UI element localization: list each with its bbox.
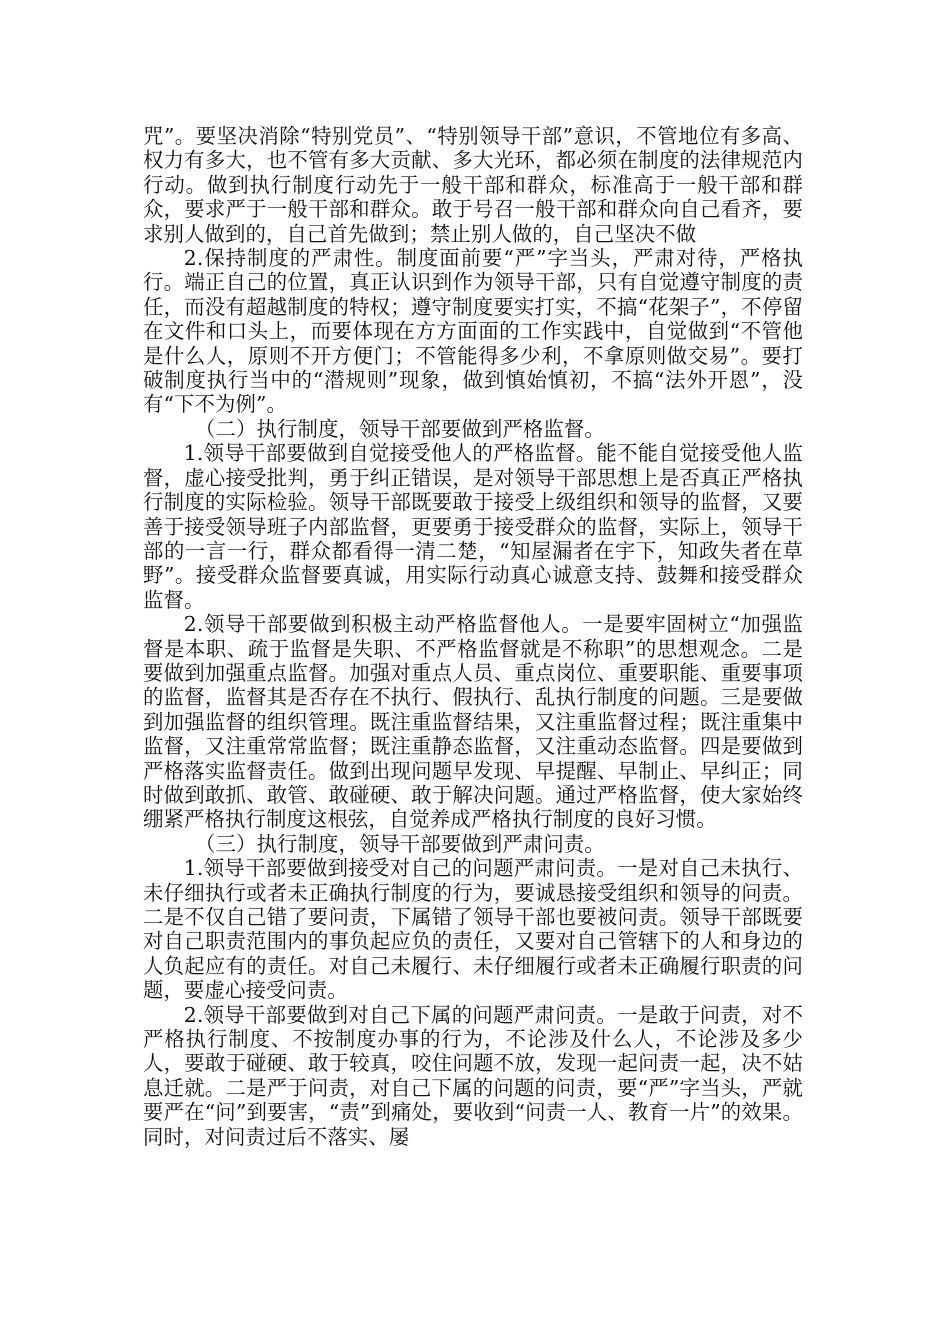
paragraph-continuation: 咒”。要坚决消除“特别党员”、“特别领导干部”意识，不管地位有多高、权力有多大，也不管有多大贡献、多大光环，都必须在制度的法律规范内行动。做到执行制度行动先于一般干部和群众，标准高于一般干部和群众，要求严于一般干部和群众。敢于号召一般干部和群众向自己看齐，要求别人做到的，自己首先做到；禁止别人做的，自己坚决不做 [143, 124, 803, 246]
paragraph-item-2-hold-subordinates: 2.领导干部要做到对自己下属的问题严肃问责。一是敢于问责，对不严格执行制度、不按制度办事的行为，不论涉及什么人，不论涉及多少人，要敢于碰硬、敢于较真，咬住问题不放，发现一起问责一起，决不姑息迁就。二是严于问责，对自己下属的问题的问责，要“严”字当头，严就要严在“问”到要害，“责”到痛处，要收到“问责一人、教育一片”的效果。同时，对问责过后不落实、屡 [143, 1002, 803, 1149]
document-body [143, 124, 803, 1149]
paragraph-item-1-accept-supervision: 1.领导干部要做到自觉接受他人的严格监督。能不能自觉接受他人监督，虚心接受批判，勇于纠正错误，是对领导干部思想上是否真正严格执行制度的实际检验。领导干部既要敢于接受上级组织和领导的监督，又要善于接受领导班子内部监督，更要勇于接受群众的监督，实际上，领导干部的一言一行，群众都看得一清二楚，“知屋漏者在宇下，知政失者在草野”。接受群众监督要真诚，用实际行动真心诚意支持、鼓舞和接受群众监督。 [143, 441, 803, 612]
section-heading-2: （二）执行制度，领导干部要做到严格监督。 [195, 416, 605, 441]
paragraph-item-2-supervise-others: 2.领导干部要做到积极主动严格监督他人。一是要牢固树立“加强监督是本职、疏于监督是失职、不严格监督就是不称职”的思想观念。二是要做到加强重点监督。加强对重点人员、重点岗位、重要职能、重要事项的监督，监督其是否存在不执行、假执行、乱执行制度的问题。三是要做到加强监督的组织管理。既注重监督结果，又注重监督过程；既注重集中监督，又注重常常监督；既注重静态监督，又注重动态监督。四是要做到严格落实监督责任。做到出现问题早发现、早提醒、早制止、早纠正；同时做到敢抓、敢管、敢碰硬、敢于解决问题。通过严格监督，使大家始终绷紧严格执行制度这根弦，自觉养成严格执行制度的良好习惯。 [143, 612, 803, 832]
paragraph-item-1-accept-accountability: 1.领导干部要做到接受对自己的问题严肃问责。一是对自己未执行、未仔细执行或者未正确执行制度的行为，要诚恳接受组织和领导的问责。二是不仅自己错了要问责，下属错了领导干部也要被问责。领导干部既要对自己职责范围内的事负起应负的责任，又要对自己管辖下的人和身边的人负起应有的责任。对自己未履行、未仔细履行或者未正确履行职责的问题，要虚心接受问责。 [143, 856, 803, 1003]
section-heading-3: （三）执行制度，领导干部要做到严肃问责。 [195, 831, 605, 856]
paragraph-item-2-seriousness: 2.保持制度的严肃性。制度面前要“严”字当头，严肃对待，严格执行。端正自己的位置，真正认识到作为领导干部，只有自觉遵守制度的责任，而没有超越制度的特权；遵守制度要实打实，不搞“花架子”，不停留在文件和口头上，而要体现在方方面面的工作实践中，自觉做到“不管他是什么人，原则不开方便门；不管能得多少利，不拿原则做交易”。要打破制度执行当中的“潜规则”现象，做到慎始慎初，不搞“法外开恩”，没有“下不为例”。 [143, 246, 803, 417]
